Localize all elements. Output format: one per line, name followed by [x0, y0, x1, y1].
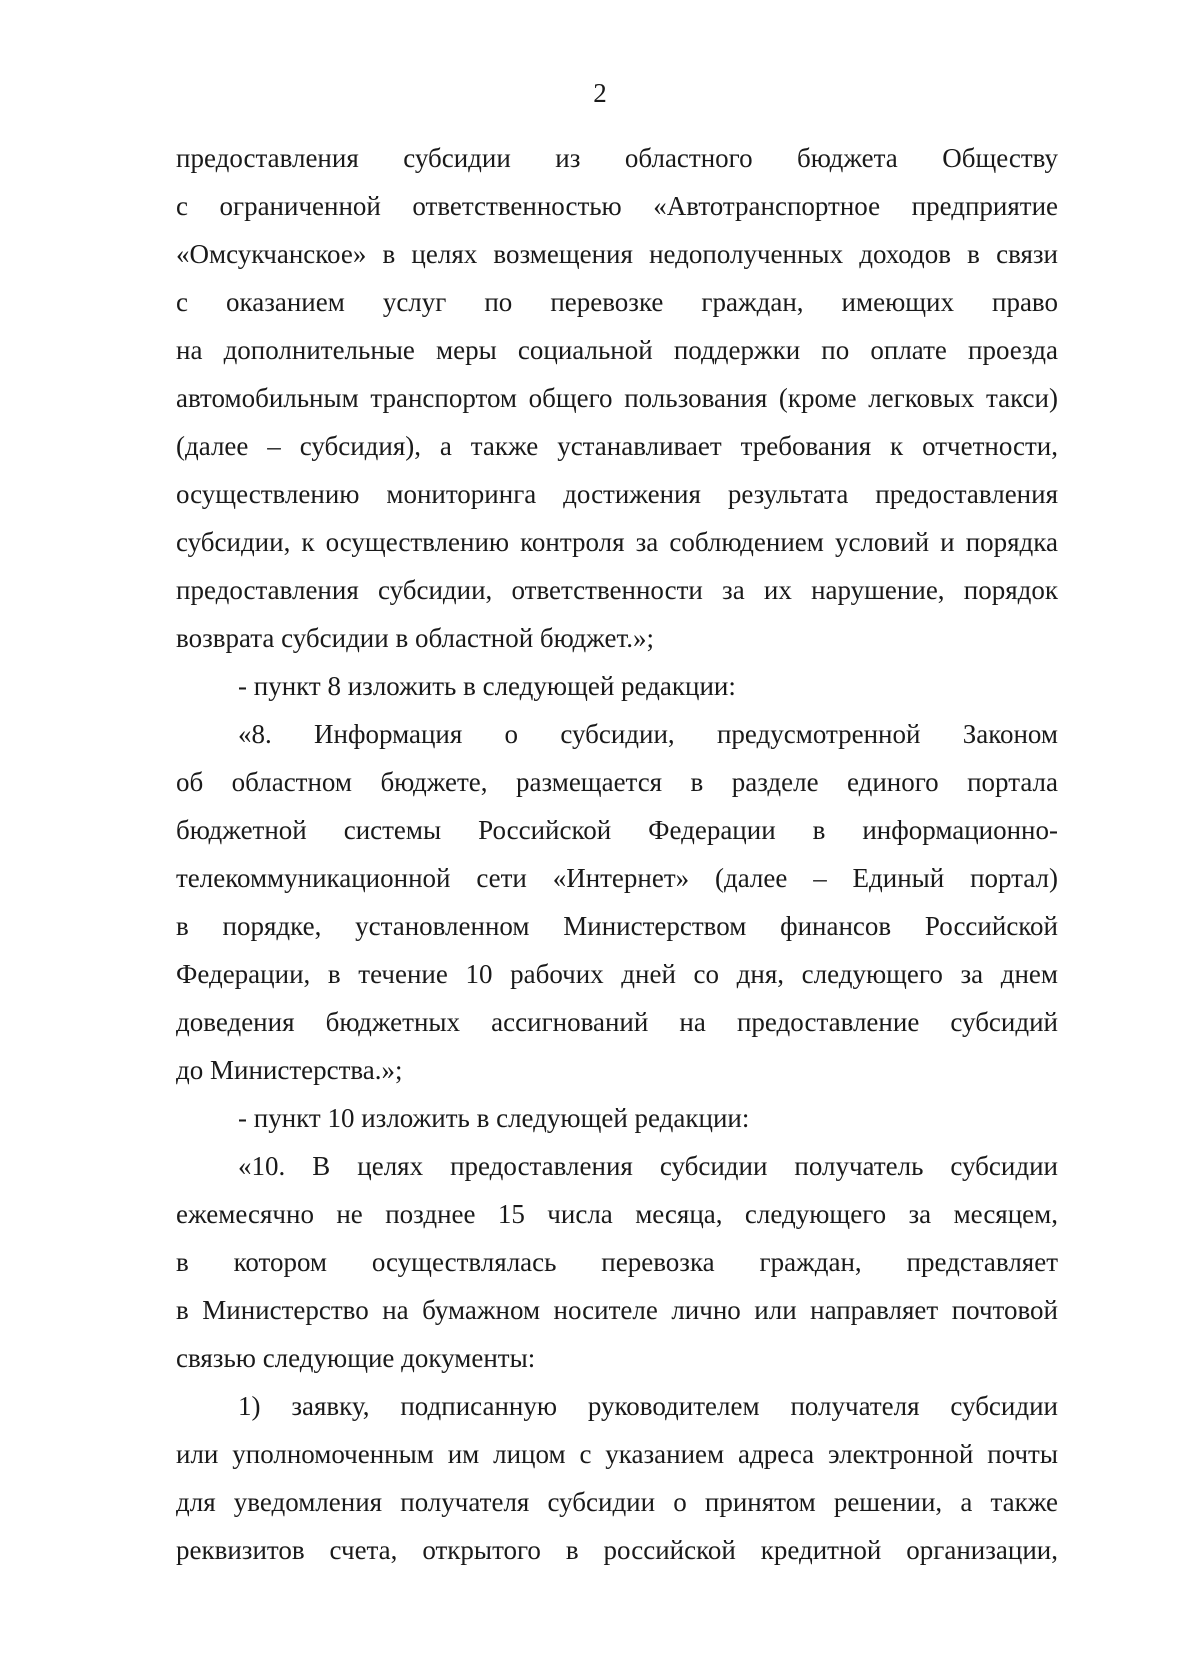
- document-line: телекоммуникационной сети «Интернет» (далее – Единый портал): [176, 863, 1058, 893]
- page-number: 2: [593, 78, 607, 108]
- document-line: ежемесячно не позднее 15 числа месяца, следующего за месяцем,: [176, 1199, 1058, 1229]
- document-line: (далее – субсидия), а также устанавливает требования к отчетности,: [176, 431, 1058, 461]
- document-line: доведения бюджетных ассигнований на предоставление субсидий: [176, 1007, 1058, 1037]
- document-line: в котором осуществлялась перевозка граждан, представляет: [176, 1247, 1058, 1277]
- document-line: «8. Информация о субсидии, предусмотренной Законом: [238, 719, 1058, 749]
- document-line: об областном бюджете, размещается в разделе единого портала: [176, 767, 1058, 797]
- document-line: реквизитов счета, открытого в российской кредитной организации,: [176, 1535, 1058, 1565]
- document-line: с ограниченной ответственностью «Автотранспортное предприятие: [176, 191, 1058, 221]
- document-line: возврата субсидии в областной бюджет.»;: [176, 623, 654, 653]
- document-line: Федерации, в течение 10 рабочих дней со дня, следующего за днем: [176, 959, 1058, 989]
- document-line: на дополнительные меры социальной поддержки по оплате проезда: [176, 335, 1058, 365]
- document-line: или уполномоченным им лицом с указанием адреса электронной почты: [176, 1439, 1058, 1469]
- document-line: в Министерство на бумажном носителе лично или направляет почтовой: [176, 1295, 1058, 1325]
- document-line: с оказанием услуг по перевозке граждан, имеющих право: [176, 287, 1058, 317]
- document-line: связью следующие документы:: [176, 1343, 536, 1373]
- document-line: до Министерства.»;: [176, 1055, 403, 1085]
- document-body: [176, 134, 1058, 1574]
- document-line: в порядке, установленном Министерством финансов Российской: [176, 911, 1058, 941]
- document-line: для уведомления получателя субсидии о принятом решении, а также: [176, 1487, 1058, 1517]
- document-line: - пункт 10 изложить в следующей редакции:: [238, 1103, 750, 1133]
- document-line: субсидии, к осуществлению контроля за соблюдением условий и порядка: [176, 527, 1058, 557]
- document-line: бюджетной системы Российской Федерации в информационно-: [176, 815, 1058, 845]
- document-line: «10. В целях предоставления субсидии получатель субсидии: [238, 1151, 1058, 1181]
- document-line: предоставления субсидии, ответственности за их нарушение, порядок: [176, 575, 1058, 605]
- document-line: предоставления субсидии из областного бюджета Обществу: [176, 143, 1058, 173]
- document-line: автомобильным транспортом общего пользования (кроме легковых такси): [176, 383, 1058, 413]
- document-line: 1) заявку, подписанную руководителем получателя субсидии: [238, 1391, 1058, 1421]
- document-line: осуществлению мониторинга достижения результата предоставления: [176, 479, 1058, 509]
- document-line: - пункт 8 изложить в следующей редакции:: [238, 671, 736, 701]
- document-line: «Омсукчанское» в целях возмещения недополученных доходов в связи: [176, 239, 1058, 269]
